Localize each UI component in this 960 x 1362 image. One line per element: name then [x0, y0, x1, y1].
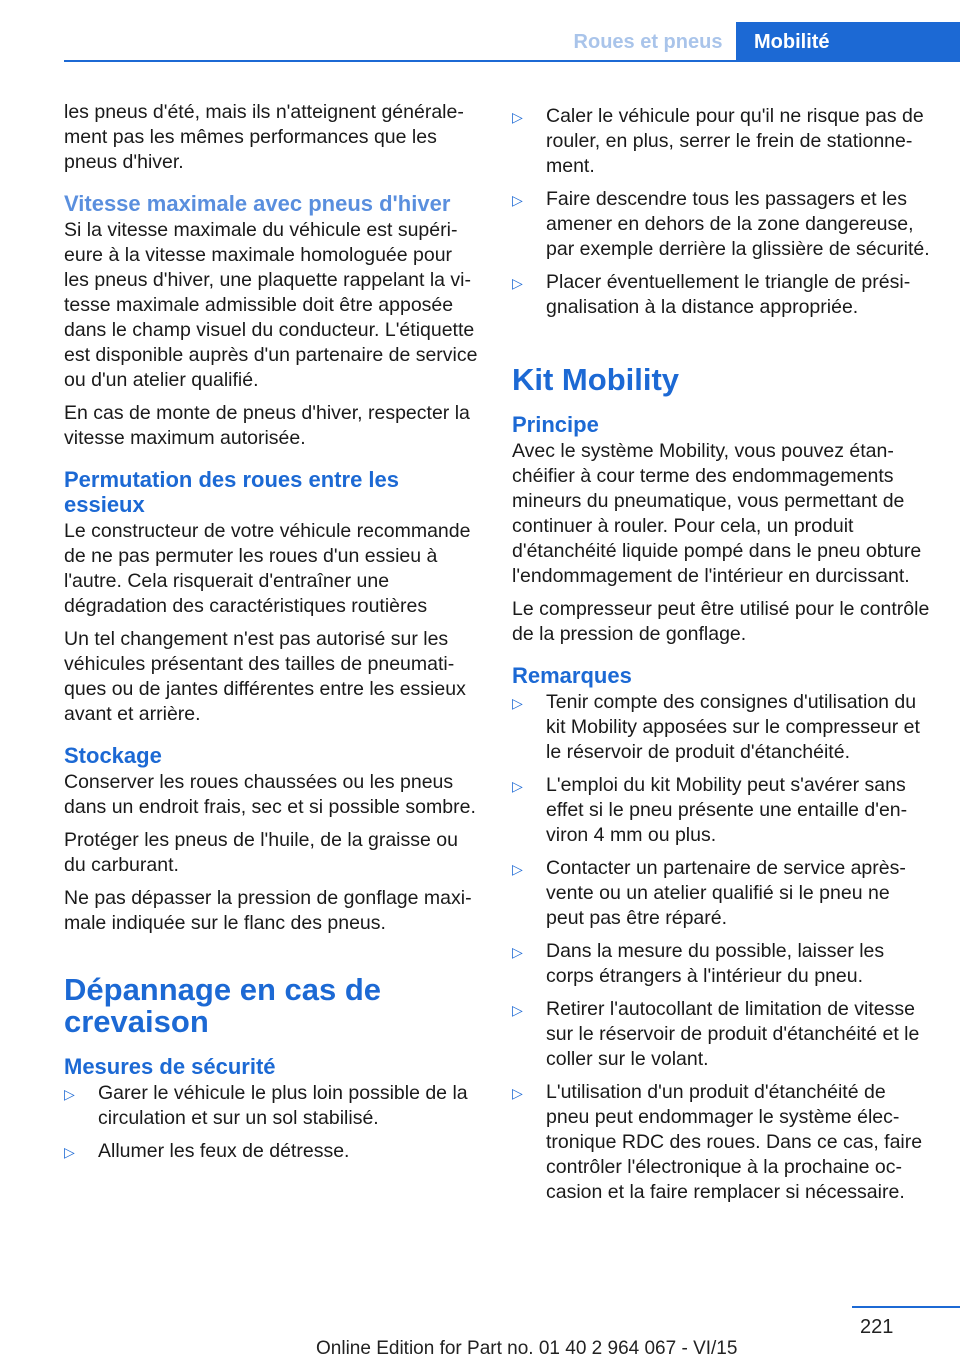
header-divider	[64, 60, 960, 62]
list-item	[64, 1081, 482, 1131]
stockage-paragraph-3: Ne pas dépasser la pression de gonflage maximale indiquée sur le flanc des pneus.	[64, 887, 472, 934]
triangle-bullet-icon: ▷	[512, 861, 523, 877]
heading-remarques: Remarques	[512, 663, 632, 688]
intro-paragraph: les pneus d'été, mais ils n'atteignent généralement pas les mêmes performances que les pneus d'hiver.	[64, 101, 464, 173]
heading-principe: Principe	[512, 412, 599, 437]
list-item-text: Dans la mesure du possible, laisser les corps étrangers à l'intérieur du pneu.	[546, 940, 885, 987]
list-item-text: Retirer l'autocollant de limitation de vitesse sur le réservoir de produit d'étanchéité et le coller sur le volant.	[546, 998, 920, 1070]
triangle-bullet-icon: ▷	[512, 109, 523, 125]
header-section-tab: Roues et pneus	[573, 30, 723, 53]
list-item-text: Contacter un partenaire de service aprèsvente ou un atelier qualifié si le pneu ne peut pas être réparé.	[546, 857, 906, 929]
mesures-list-continued	[512, 104, 932, 320]
permutation-paragraph-2: Un tel changement n'est pas autorisé sur les véhicules présentant des tailles de pneumatiques ou de jantes différentes entre les essieux avant et arrière.	[64, 628, 466, 725]
list-item-text: Caler le véhicule pour qu'il ne risque pas de rouler, en plus, serrer le frein de stationnement.	[546, 105, 924, 177]
permutation-paragraph-1: Le constructeur de votre véhicule recommande de ne pas permuter les roues d'un essieu à l'autre. Cela risquerait d'entraîner une dégradation des caractéristiques routières	[64, 520, 471, 617]
list-item-text: Placer éventuellement le triangle de présignalisation à la distance appropriée.	[546, 271, 911, 318]
stockage-paragraph-2: Protéger les pneus de l'huile, de la graisse ou du carburant.	[64, 829, 458, 876]
heading-vitesse-maximale: Vitesse maximale avec pneus d'hiver	[64, 191, 451, 216]
list-item	[512, 187, 932, 262]
triangle-bullet-icon: ▷	[512, 778, 523, 794]
list-item-text: Tenir compte des consignes d'utilisation du kit Mobility apposées sur le compresseur et le réservoir de produit d'étanchéité.	[546, 691, 920, 763]
vitesse-paragraph-2: En cas de monte de pneus d'hiver, respecter la vitesse maximum autorisée.	[64, 402, 470, 449]
principe-paragraph-1: Avec le système Mobility, vous pouvez étanchéifier à cour terme des endommagements mineurs du pneumatique, vous permettant de continuer à rouler. Pour cela, un produit d'étanchéité liquide pompé dans le pneu obture l'endommagement de l'intérieur en durcissant.	[512, 440, 922, 587]
footer-divider	[852, 1306, 960, 1308]
stockage-paragraph-1: Conserver les roues chaussées ou les pneus dans un endroit frais, sec et si possible sombre.	[64, 771, 476, 818]
triangle-bullet-icon: ▷	[512, 1002, 523, 1018]
remarques-list	[512, 690, 932, 1205]
triangle-bullet-icon: ▷	[512, 1085, 523, 1101]
list-item	[512, 856, 932, 931]
heading-kit-mobility: Kit Mobility	[512, 362, 680, 397]
triangle-bullet-icon: ▷	[512, 695, 523, 711]
principe-paragraph-2: Le compresseur peut être utilisé pour le contrôle de la pression de gonflage.	[512, 598, 930, 645]
page-number: 221	[860, 1316, 894, 1338]
list-item	[512, 997, 932, 1072]
list-item	[512, 939, 932, 989]
heading-depannage: Dépannage en cas de crevaison	[64, 972, 382, 1039]
triangle-bullet-icon: ▷	[512, 275, 523, 291]
right-column	[512, 104, 932, 1213]
list-item-text: L'emploi du kit Mobility peut s'avérer sans effet si le pneu présente une entaille d'environ 4 mm ou plus.	[546, 774, 908, 846]
list-item	[512, 773, 932, 848]
header-chapter-tab: Mobilité	[736, 22, 960, 62]
triangle-bullet-icon: ▷	[512, 944, 523, 960]
mesures-list	[64, 1081, 482, 1164]
heading-mesures-securite: Mesures de sécurité	[64, 1054, 276, 1079]
heading-permutation: Permutation des roues entre les essieux	[64, 467, 399, 517]
edition-footer: Online Edition for Part no. 01 40 2 964 067 - VI/15	[316, 1338, 738, 1359]
list-item-text: Faire descendre tous les passagers et les amener en dehors de la zone dangereuse, par exemple derrière la glissière de sécurité.	[546, 188, 930, 260]
heading-stockage: Stockage	[64, 743, 162, 768]
list-item	[512, 270, 932, 320]
triangle-bullet-icon: ▷	[64, 1086, 75, 1102]
list-item-text: L'utilisation d'un produit d'étanchéité de pneu peut endommager le système électronique RDC des roues. Dans ce cas, faire contrôler l'électronique à la prochaine occasion et la faire remplacer si nécessaire.	[546, 1081, 923, 1203]
left-column	[64, 100, 482, 1172]
list-item-text: Allumer les feux de détresse.	[98, 1140, 350, 1162]
list-item-text: Garer le véhicule le plus loin possible de la circulation et sur un sol stabilisé.	[98, 1082, 468, 1129]
vitesse-paragraph-1: Si la vitesse maximale du véhicule est supérieure à la vitesse maximale homologuée pour les pneus d'hiver, une plaquette rappelant la vitesse maximale admissible doit être apposée dans le champ visuel du conducteur. L'étiquette est disponible auprès d'un partenaire de service ou d'un atelier qualifié.	[64, 219, 478, 391]
list-item	[64, 1139, 482, 1164]
triangle-bullet-icon: ▷	[512, 192, 523, 208]
list-item	[512, 690, 932, 765]
list-item	[512, 104, 932, 179]
list-item	[512, 1080, 932, 1205]
triangle-bullet-icon: ▷	[64, 1144, 75, 1160]
